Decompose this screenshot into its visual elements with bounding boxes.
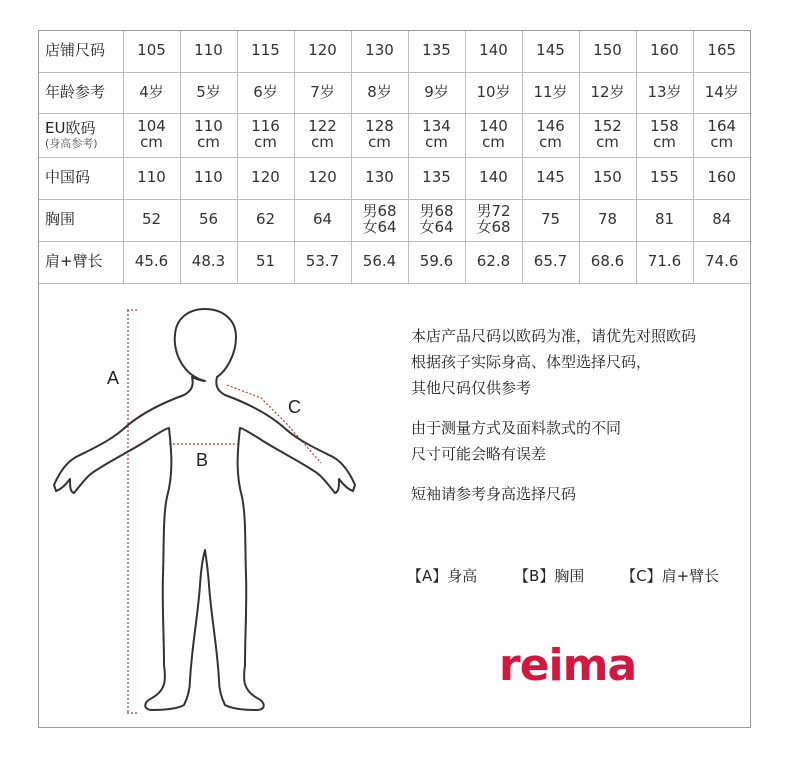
cell-value: 59.6 (419, 252, 454, 271)
size-cell (294, 31, 351, 72)
cell-value: 146 (536, 117, 565, 136)
size-cell (237, 31, 294, 72)
size-cell (408, 31, 465, 72)
cell-value: 105 (137, 41, 166, 60)
cell-value: 10岁 (476, 82, 511, 101)
cell-unit: cm (710, 133, 734, 151)
cell-value: 140 (479, 41, 508, 60)
measurement-legend (407, 565, 719, 586)
cell-value: 150 (593, 41, 622, 60)
reima-logo: reima (499, 640, 637, 691)
cell-unit: cm (140, 133, 163, 151)
cell-value: 75 (540, 210, 561, 229)
cell-unit: cm (653, 133, 676, 151)
cell-value: 134 (422, 117, 451, 136)
cell-line: 男68 (419, 202, 454, 221)
cell-value: 48.3 (191, 252, 226, 271)
size-cell (237, 113, 294, 157)
size-notes (411, 323, 751, 507)
cell-value: 62.8 (476, 252, 511, 271)
cell-value: 81 (654, 210, 675, 229)
cell-value: 56.4 (362, 252, 397, 271)
size-table (39, 31, 750, 284)
size-cell (636, 113, 693, 157)
size-cell (693, 199, 750, 241)
row-label: 胸围 (45, 210, 76, 229)
size-row (39, 241, 750, 283)
cell-line: 女68 (476, 218, 511, 236)
legend-c: 【C】肩+臂长 (621, 567, 720, 585)
size-cell (693, 72, 750, 113)
row-header (39, 199, 123, 241)
cell-value: 71.6 (647, 252, 682, 271)
row-label: 店铺尺码 (45, 41, 106, 60)
cell-unit: cm (539, 133, 562, 151)
cell-value: 4岁 (139, 82, 164, 101)
cell-value: 13岁 (647, 82, 682, 101)
note-line: 本店产品尺码以欧码为准，请优先对照欧码 (411, 327, 697, 345)
size-cell (465, 241, 522, 283)
cell-value: 11岁 (533, 82, 568, 101)
size-cell (465, 31, 522, 72)
row-label: 年龄参考 (45, 82, 106, 101)
cell-value: 110 (194, 168, 223, 187)
cell-value: 110 (194, 117, 223, 136)
row-label: 中国码 (45, 168, 91, 187)
note-line: 短袖请参考身高选择尺码 (411, 485, 577, 503)
row-header (39, 72, 123, 113)
size-cell (237, 157, 294, 199)
row-header (39, 113, 123, 157)
size-cell (351, 113, 408, 157)
note-line: 尺寸可能会略有误差 (411, 445, 547, 463)
cell-value: 110 (194, 41, 223, 60)
row-header (39, 241, 123, 283)
row-header (39, 157, 123, 199)
cell-value: 51 (255, 252, 276, 271)
cell-value: 74.6 (705, 252, 739, 271)
note-line: 根据孩子实际身高、体型选择尺码， (411, 353, 652, 371)
size-cell (522, 241, 579, 283)
cell-value: 115 (251, 41, 280, 60)
cell-value: 135 (422, 168, 451, 187)
size-cell (123, 113, 180, 157)
cell-unit: cm (368, 133, 391, 151)
label-c: C (288, 397, 301, 417)
size-cell (351, 241, 408, 283)
cell-value: 104 (137, 117, 166, 136)
cell-value: 8岁 (367, 82, 392, 101)
cell-value: 5岁 (196, 82, 221, 101)
size-cell (636, 157, 693, 199)
cell-value: 160 (650, 41, 679, 60)
size-cell (294, 241, 351, 283)
size-cell (180, 113, 237, 157)
cell-unit: cm (197, 133, 220, 151)
cell-value: 128 (365, 117, 394, 136)
size-cell (636, 72, 693, 113)
size-cell (294, 157, 351, 199)
size-cell (351, 157, 408, 199)
cell-unit: cm (596, 133, 619, 151)
cell-value: 52 (141, 210, 162, 229)
cell-value: 120 (308, 168, 337, 187)
size-cell (636, 31, 693, 72)
cell-value: 6岁 (253, 82, 278, 101)
cell-unit: cm (311, 133, 334, 151)
size-cell (522, 199, 579, 241)
cell-value: 7岁 (310, 82, 335, 101)
cell-value: 120 (251, 168, 280, 187)
cell-value: 165 (707, 41, 737, 60)
cell-line: 男72 (476, 202, 511, 221)
cell-value: 160 (707, 168, 737, 187)
size-cell (180, 31, 237, 72)
row-sublabel: (身高参考) (45, 136, 98, 150)
cell-line: 女64 (419, 218, 454, 236)
note-line: 由于测量方式及面料款式的不同 (411, 419, 622, 437)
size-cell (351, 31, 408, 72)
cell-value: 120 (308, 41, 337, 60)
cell-value: 65.7 (533, 252, 568, 271)
size-cell (180, 72, 237, 113)
size-cell (579, 72, 636, 113)
cell-value: 122 (308, 117, 337, 136)
cell-unit: cm (425, 133, 448, 151)
cell-value: 56 (198, 210, 219, 229)
row-label: EU欧码 (45, 118, 96, 137)
cell-value: 78 (597, 210, 618, 229)
size-cell (465, 113, 522, 157)
cell-value: 68.6 (590, 252, 625, 271)
size-cell (693, 113, 750, 157)
size-cell (180, 157, 237, 199)
size-cell (465, 199, 522, 241)
size-cell (294, 113, 351, 157)
cell-value: 135 (422, 41, 451, 60)
size-row (39, 72, 750, 113)
cell-value: 14岁 (704, 82, 739, 101)
cell-value: 110 (137, 168, 166, 187)
size-cell (408, 199, 465, 241)
cell-value: 164 (707, 117, 737, 136)
size-cell (408, 113, 465, 157)
cell-value: 130 (365, 168, 394, 187)
cell-value: 53.7 (305, 252, 340, 271)
cell-unit: cm (254, 133, 277, 151)
size-cell (465, 72, 522, 113)
cell-value: 140 (479, 117, 508, 136)
size-cell (522, 113, 579, 157)
size-cell (522, 72, 579, 113)
cell-value: 155 (650, 168, 679, 187)
legend-b: 【B】胸围 (514, 567, 585, 585)
measurement-figure (39, 285, 750, 727)
size-cell (408, 157, 465, 199)
size-cell (579, 113, 636, 157)
cell-value: 84 (712, 210, 732, 229)
size-cell (123, 31, 180, 72)
size-cell (408, 72, 465, 113)
size-cell (522, 157, 579, 199)
size-cell (351, 199, 408, 241)
size-cell (123, 72, 180, 113)
label-b: B (196, 450, 209, 470)
size-cell (693, 31, 750, 72)
cell-line: 女64 (362, 218, 397, 236)
cell-value: 145 (536, 41, 565, 60)
size-cell (294, 199, 351, 241)
cell-value: 12岁 (590, 82, 625, 101)
size-cell (693, 157, 750, 199)
row-label: 肩+臂长 (45, 252, 103, 271)
size-cell (579, 199, 636, 241)
size-cell (351, 72, 408, 113)
legend-a: 【A】身高 (407, 567, 478, 585)
cell-value: 62 (255, 210, 276, 229)
row-header (39, 31, 123, 72)
size-cell (693, 241, 750, 283)
cell-value: 45.6 (134, 252, 169, 271)
cell-value: 116 (251, 117, 280, 136)
size-cell (522, 31, 579, 72)
size-cell (237, 72, 294, 113)
size-cell (636, 199, 693, 241)
size-cell (465, 157, 522, 199)
size-cell (579, 241, 636, 283)
note-line: 其他尺码仅供参考 (411, 379, 532, 397)
size-cell (579, 31, 636, 72)
label-a: A (107, 368, 120, 388)
cell-value: 9岁 (424, 82, 449, 101)
size-chart-sheet (38, 30, 751, 728)
size-cell (579, 157, 636, 199)
size-cell (237, 241, 294, 283)
cell-value: 152 (593, 117, 622, 136)
cell-value: 158 (650, 117, 679, 136)
size-cell (180, 199, 237, 241)
cell-unit: cm (482, 133, 505, 151)
cell-value: 64 (312, 210, 333, 229)
size-row (39, 31, 750, 72)
cell-value: 150 (593, 168, 622, 187)
size-cell (180, 241, 237, 283)
size-cell (408, 241, 465, 283)
cell-value: 130 (365, 41, 394, 60)
size-cell (123, 241, 180, 283)
cell-value: 145 (536, 168, 565, 187)
size-cell (294, 72, 351, 113)
size-cell (237, 199, 294, 241)
size-row (39, 113, 750, 157)
size-row (39, 157, 750, 199)
cell-line: 男68 (362, 202, 397, 221)
size-cell (123, 199, 180, 241)
size-cell (123, 157, 180, 199)
size-cell (636, 241, 693, 283)
size-row (39, 199, 750, 241)
cell-value: 140 (479, 168, 508, 187)
